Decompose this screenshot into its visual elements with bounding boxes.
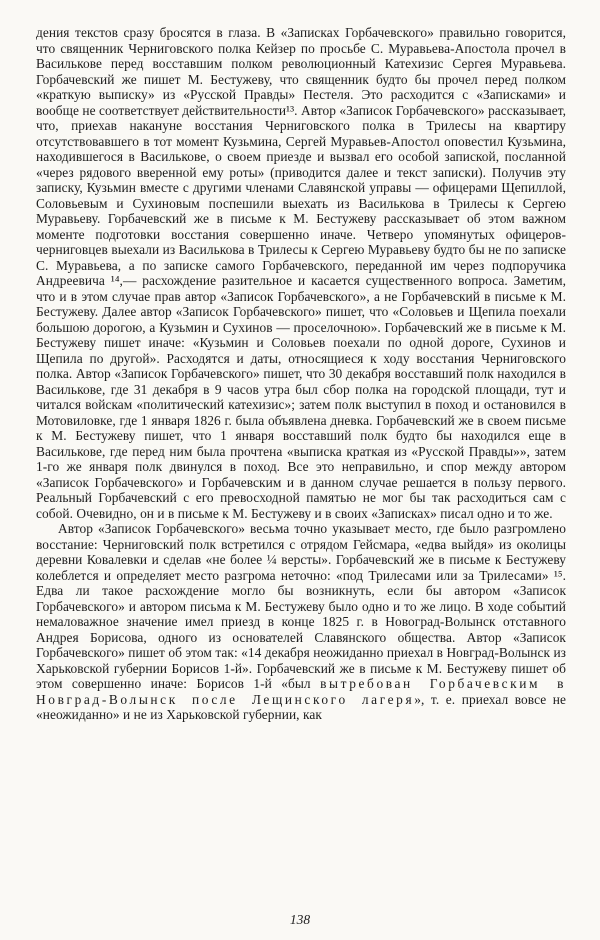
paragraph-text: », т. е. приехал вовсе не «неожиданно» и не из Харьковской губернии, как	[36, 691, 566, 722]
paragraph-continuation: дения текстов сразу бросятся в глаза. В «Записках Горбачевского» правильно говорится, что священник Черниговского полка Кейзер по просьбе С. Муравьева-Апостола прочел в Василькове перед восставшим полком революционный Катехизис Сергея Муравьева. Горбачевский же пишет М. Бестужеву, что священник будто бы прочел перед полком «краткую выписку» из «Русской Правды» Пестеля. Это расходится с «Записками» и вообще не соответствует действительности¹³. Автор «Записок Горбачевского» рассказывает, что, приехав накануне восстания Черниговского полка в Трилесы на квартиру отсутствовавшего в тот момент Кузьмина, Сергей Муравьев-Апостол оповестил Кузьмина, находившегося в Василькове, о своем приезде и вызвал его особой запиской, посланной «через рядового вверенной ему роты» (приводится далее и текст записки). Получив эту записку, Кузьмин вместе с другими членами Славянской управы — офицерами Щепиллой, Соловьевым и Сухиновым поспешили выехать из Василькова в Трилесы к Сергею Муравьеву. Горбачевский же в письме к М. Бестужеву рассказывает об этом важном моменте подготовки восстания совершенно иначе. Четверо упомянутых офицеров-черниговцев выехали из Василькова в Трилесы к Сергею Муравьеву будто бы не по записке С. Муравьева, а по записке самого Горбачевского, переданной им через подпоручика Андреевича ¹⁴,— расхождение разительное и касается существенного вопроса. Заметим, что и в этом случае прав автор «Записок Горбачевского», а не Горбачевский в письме к М. Бестужеву. Далее автор «Записок Горбачевского» пишет, что «Соловьев и Щепила поехали большою дорогою, а Кузьмин и Сухинов — проселочною». Горбачевский же в письме к М. Бестужеву пишет иначе: «Кузьмин и Соловьев поехали по одной дороге, Сухинов и Щепила по другой». Расходятся и даты, относящиеся к ходу восстания Черниговского полка. Автор «Записок Горбачевского» пишет, что 30 декабря восставший полк находился в Василькове, где 31 декабря в 9 часов утра был сбор полка на городской площади, тут и читался войскам «политический катехизис»; затем полк выступил в поход и остановился в Мотовиловке, где 1 января 1826 г. была объявлена дневка. Горбачевский же в своем письме к М. Бестужеву пишет, что 1 января восставший полк будто бы находился еще в Василькове, где перед ним была прочтена «выписка краткая из «Русской Правды»», затем 1-го же января полк двинулся в поход. Все это неправильно, и спор между автором «Записок Горбачевского» и Горбачевским и в данном случае решается в пользу первого. Реальный Горбачевский с его превосходной памятью не мог бы так расходиться сам с собой. Очевидно, он и в письме к М. Бестужеву и в своих «Записках» писал одно и то же.	[36, 25, 566, 521]
paragraph-text: Автор «Записок Горбачевского» весьма точно указывает место, где было разгромлено восстание: Черниговский полк встретился с отрядом Гейсмара, «едва выйдя» из околицы деревни Ковалевки и сделав «не более ¼ версты». Горбачевский же в письме к Бестужеву колеблется и определяет место разгрома неточно: «под Трилесами или за Трилесами» ¹⁵. Едва ли такое расхождение могло бы возникнуть, если бы автором «Записок Горбачевского» и автором письма к М. Бестужеву было одно и то же лицо. В ходе событий немаловажное значение имел приезд в конце 1825 г. в Новоград-Волынск отставного Андрея Борисова, одного из основателей Славянского общества. Автор «Записок Горбачевского» пишет об этом так: «14 декабря неожиданно приехал в Новград-Волынск из Харьковской губернии Борисов 1-й». Горбачевский же в письме к М. Бестужеву пишет об этом совершенно иначе: Борисов 1-й «был	[36, 521, 566, 691]
page-number: 138	[289, 911, 311, 927]
page-text-block	[36, 25, 566, 723]
paragraph-text-letterspaced: вытребован Горбачевским в Новград-Волынск после Лещинского лагеря	[36, 676, 566, 707]
paragraph	[36, 521, 566, 723]
